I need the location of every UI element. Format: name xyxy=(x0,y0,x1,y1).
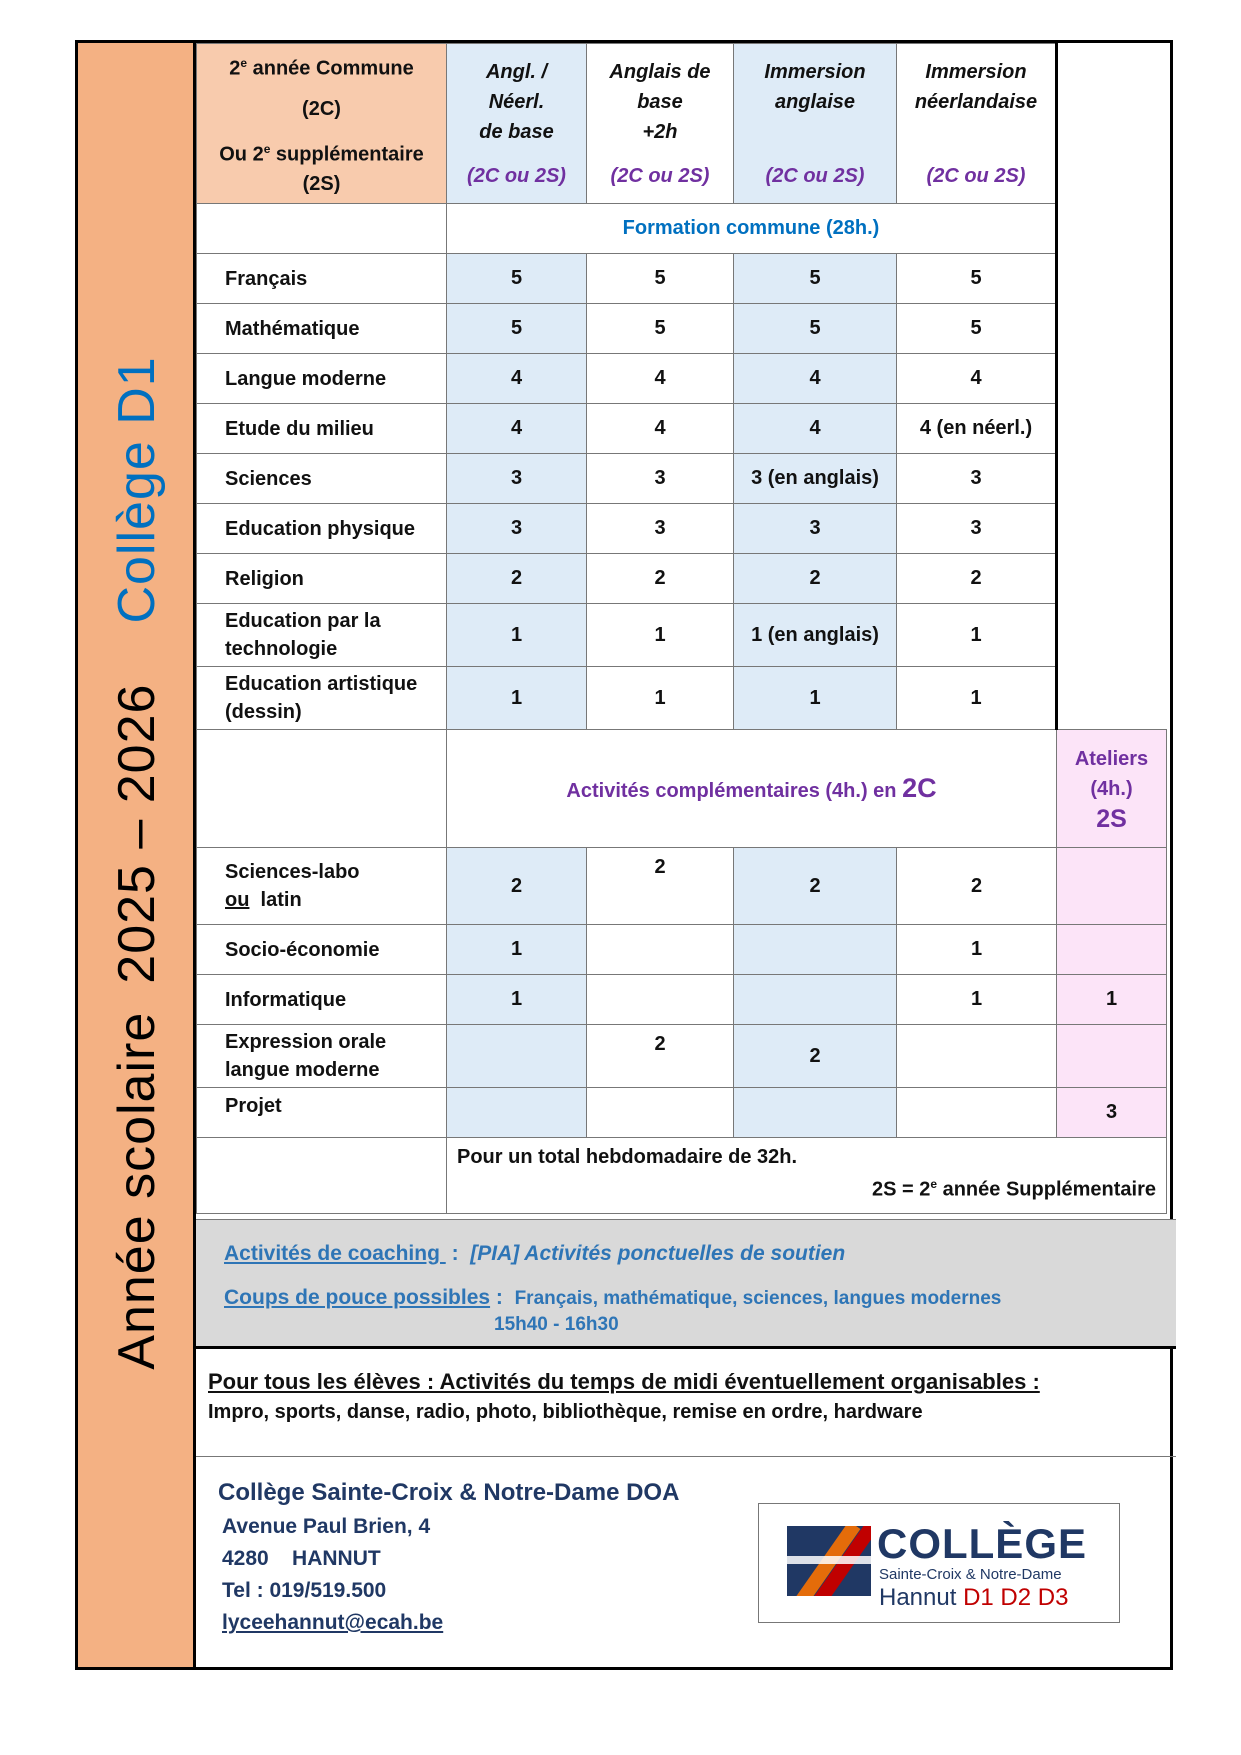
college-label: Collège D1 xyxy=(108,356,166,624)
header-row xyxy=(197,44,1167,204)
table-row: Français 5 5 5 5 xyxy=(197,254,1167,304)
email-link[interactable]: lyceehannut@ecah.be xyxy=(222,1611,444,1634)
school-name: Collège Sainte-Croix & Notre-Dame DOA xyxy=(218,1479,680,1506)
schedule-table xyxy=(196,43,1167,1214)
logo-badge-icon xyxy=(787,1526,871,1596)
table-row: Education physique 3 3 3 3 xyxy=(197,504,1167,554)
table-row: Education par la technologie 1 1 1 (en anglais) 1 xyxy=(197,604,1167,667)
header-col-angl-neerl: Angl. / Néerl. de base (2C ou 2S) xyxy=(447,44,587,204)
sidebar-vertical-title xyxy=(107,356,167,1369)
header-col-immersion-neerlandaise: Immersion néerlandaise (2C ou 2S) xyxy=(897,44,1057,204)
table-row: Informatique 1 1 1 xyxy=(197,975,1167,1025)
subject-sciences-labo: Sciences-labo ou latin xyxy=(197,848,447,925)
midi-activities xyxy=(196,1349,1176,1457)
coups-line: Coups de pouce possibles : Français, mathématique, sciences, langues modernes xyxy=(224,1286,1002,1309)
phone: Tel : 019/519.500 xyxy=(222,1579,387,1602)
coaching-line: Activités de coaching : [PIA] Activités ponctuelles de soutien xyxy=(224,1242,846,1265)
logo-word: COLLÈGE xyxy=(877,1520,1088,1567)
formation-title: Formation commune (28h.) xyxy=(447,204,1057,254)
right-blank-column xyxy=(1057,44,1167,730)
coups-time: 15h40 - 16h30 xyxy=(494,1314,619,1335)
table-row: Langue moderne 4 4 4 4 xyxy=(197,354,1167,404)
totals-row xyxy=(197,1138,1167,1214)
table-row: Mathématique 5 5 5 5 xyxy=(197,304,1167,354)
year-label: Année scolaire xyxy=(108,1011,166,1370)
table-row: Socio-économie 1 1 xyxy=(197,925,1167,975)
table-row: Education artistique (dessin) 1 1 1 1 xyxy=(197,667,1167,730)
coaching-link[interactable]: Activités de coaching xyxy=(224,1242,446,1265)
sidebar xyxy=(78,43,196,1667)
page-frame xyxy=(75,40,1173,1670)
totals-cell: Pour un total hebdomadaire de 32h. $2S = 2^e$ année Supplémentaire xyxy=(447,1138,1167,1214)
formation-title-row xyxy=(197,204,1167,254)
header-col-anglais-base: Anglais de base +2h (2C ou 2S) xyxy=(587,44,734,204)
midi-list: Impro, sports, danse, radio, photo, bibliothèque, remise en ordre, hardware xyxy=(208,1401,923,1423)
complementaires-title-row xyxy=(197,730,1167,848)
year-range: 2025 – 2026 xyxy=(108,683,166,984)
header-left-cell: 2e année Commune (2C) Ou 2e supplémentaire (2S) xyxy=(197,44,447,204)
ateliers-header: Ateliers (4h.) 2S xyxy=(1057,730,1167,848)
table-row: Projet 3 xyxy=(197,1088,1167,1138)
logo-town: Hannut D1 D2 D3 xyxy=(879,1584,1069,1611)
coaching-panel xyxy=(196,1219,1176,1349)
contact-block xyxy=(218,1479,679,1635)
table-row: Expression orale langue moderne 2 2 xyxy=(197,1025,1167,1088)
coups-link[interactable]: Coups de pouce possibles xyxy=(224,1286,491,1309)
college-logo xyxy=(758,1503,1120,1623)
header-col-immersion-anglaise: Immersion anglaise (2C ou 2S) xyxy=(734,44,897,204)
city: 4280 HANNUT xyxy=(222,1547,381,1570)
midi-title: Pour tous les élèves : Activités du temps de midi éventuellement organisables : xyxy=(208,1369,1040,1394)
address: Avenue Paul Brien, 4 xyxy=(222,1515,431,1538)
complementaires-title: Activités complémentaires (4h.) en 2C xyxy=(447,730,1057,848)
logo-sub: Sainte-Croix & Notre-Dame xyxy=(879,1566,1062,1583)
table-row: Religion 2 2 2 2 xyxy=(197,554,1167,604)
table-row: Etude du milieu 4 4 4 4 (en néerl.) xyxy=(197,404,1167,454)
table-row: Sciences 3 3 3 (en anglais) 3 xyxy=(197,454,1167,504)
table-row: Sciences-labo ou latin 2 2 2 2 xyxy=(197,848,1167,925)
